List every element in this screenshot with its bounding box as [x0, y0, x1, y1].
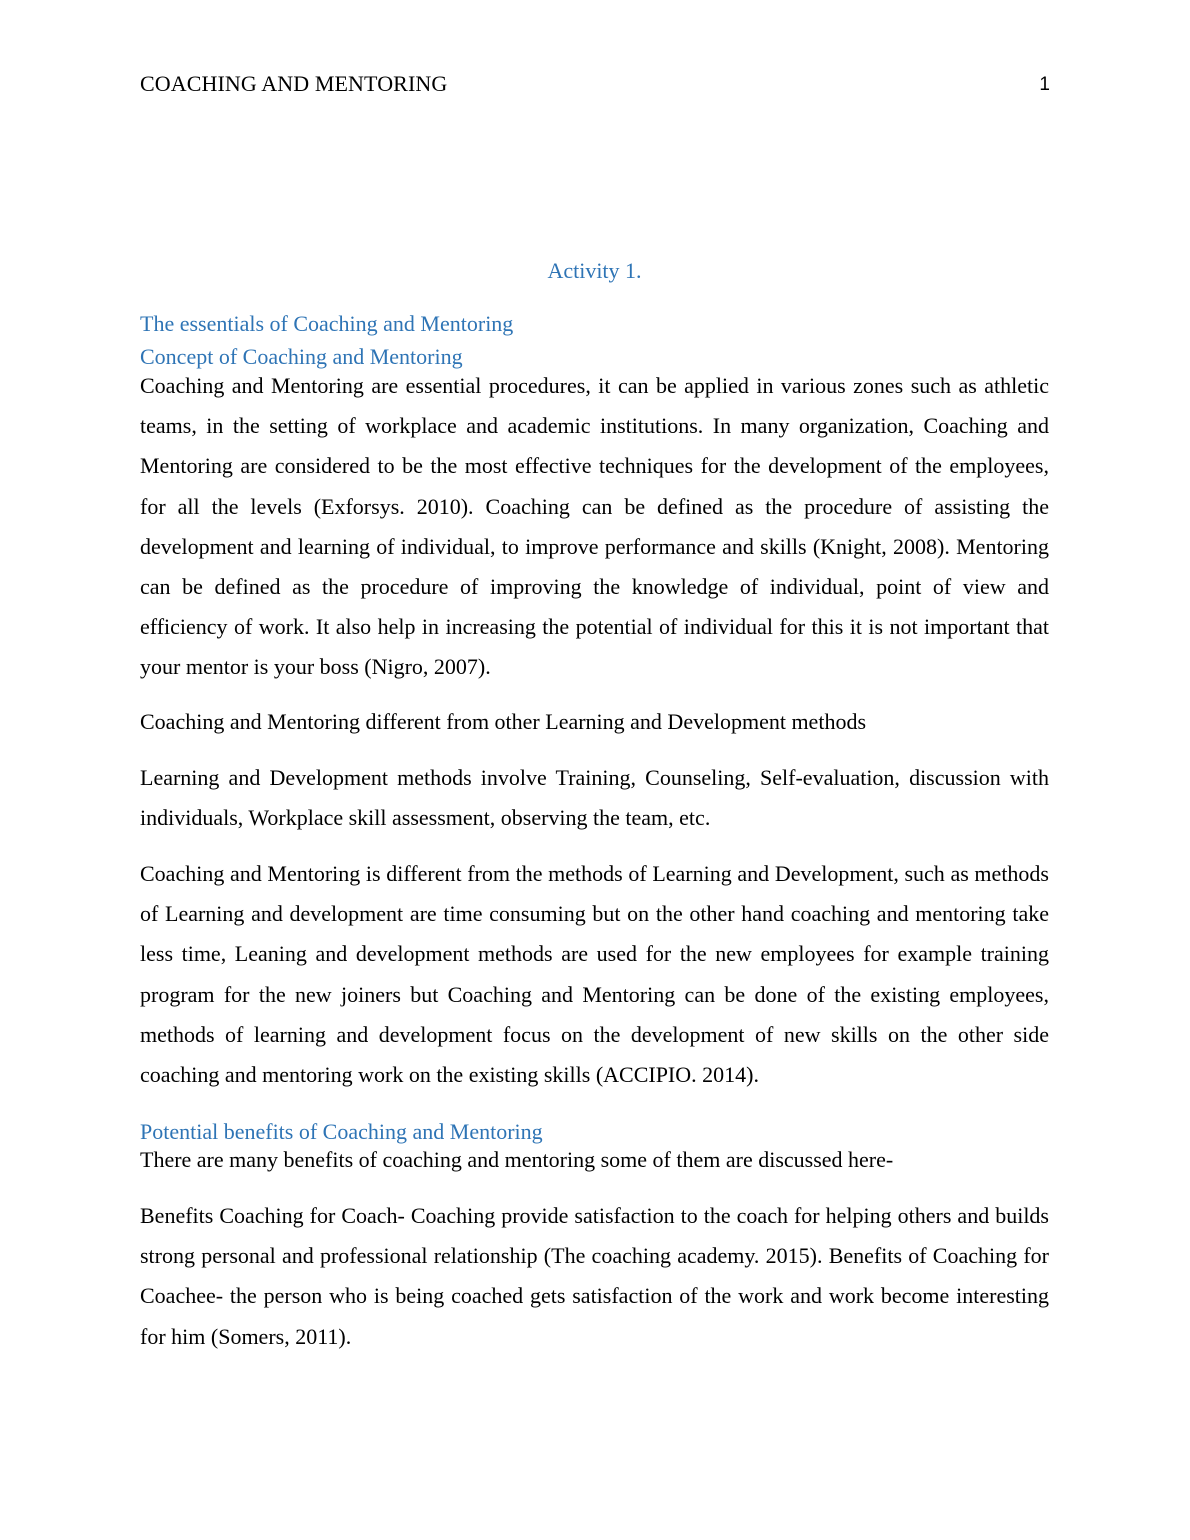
paragraph-benefits-intro: There are many benefits of coaching and mentoring some of them are discussed here- — [140, 1147, 894, 1172]
activity-title: Activity 1. — [547, 258, 642, 283]
heading-concept: Concept of Coaching and Mentoring — [140, 344, 463, 369]
heading-essentials: The essentials of Coaching and Mentoring — [140, 311, 514, 336]
running-title: COACHING AND MENTORING — [140, 71, 448, 96]
paragraph-benefits-detail: Benefits Coaching for Coach- Coaching provide satisfaction to the coach for helping others and builds strong personal and professional relationship (The coaching academy. 2015). Benefits of Coaching for Coachee- the person who is being coached gets satisfaction of the work and work become interesting for him (Somers, 2011). — [140, 1203, 1049, 1349]
paragraph-methods: Learning and Development methods involve Training, Counseling, Self-evaluation, discussion with individuals, Workplace skill assessment, observing the team, etc. — [140, 765, 1049, 831]
running-header — [140, 70, 1050, 100]
paragraph-different-title: Coaching and Mentoring different from other Learning and Development methods — [140, 709, 866, 734]
heading-benefits: Potential benefits of Coaching and Mentoring — [140, 1119, 543, 1144]
page-number: 1 — [1039, 74, 1050, 95]
paragraph-difference: Coaching and Mentoring is different from the methods of Learning and Development, such as methods of Learning and development are time consuming but on the other hand coaching and mentoring take less time, Leaning and development methods are used for the new employees for example training program for the new joiners but Coaching and Mentoring can be done of the existing employees, methods of learning and development focus on the development of new skills on the other side coaching and mentoring work on the existing skills (ACCIPIO. 2014). — [140, 861, 1049, 1088]
paragraph-concept: Coaching and Mentoring are essential procedures, it can be applied in various zones such as athletic teams, in the setting of workplace and academic institutions. In many organization, Coaching and Mentoring are considered to be the most effective techniques for the development of the employees, for all the levels (Exforsys. 2010). Coaching can be defined as the procedure of assisting the development and learning of individual, to improve performance and skills (Knight, 2008). Mentoring can be defined as the procedure of improving the knowledge of individual, point of view and efficiency of work. It also help in increasing the potential of individual for this it is not important that your mentor is your boss (Nigro, 2007). — [140, 373, 1049, 680]
